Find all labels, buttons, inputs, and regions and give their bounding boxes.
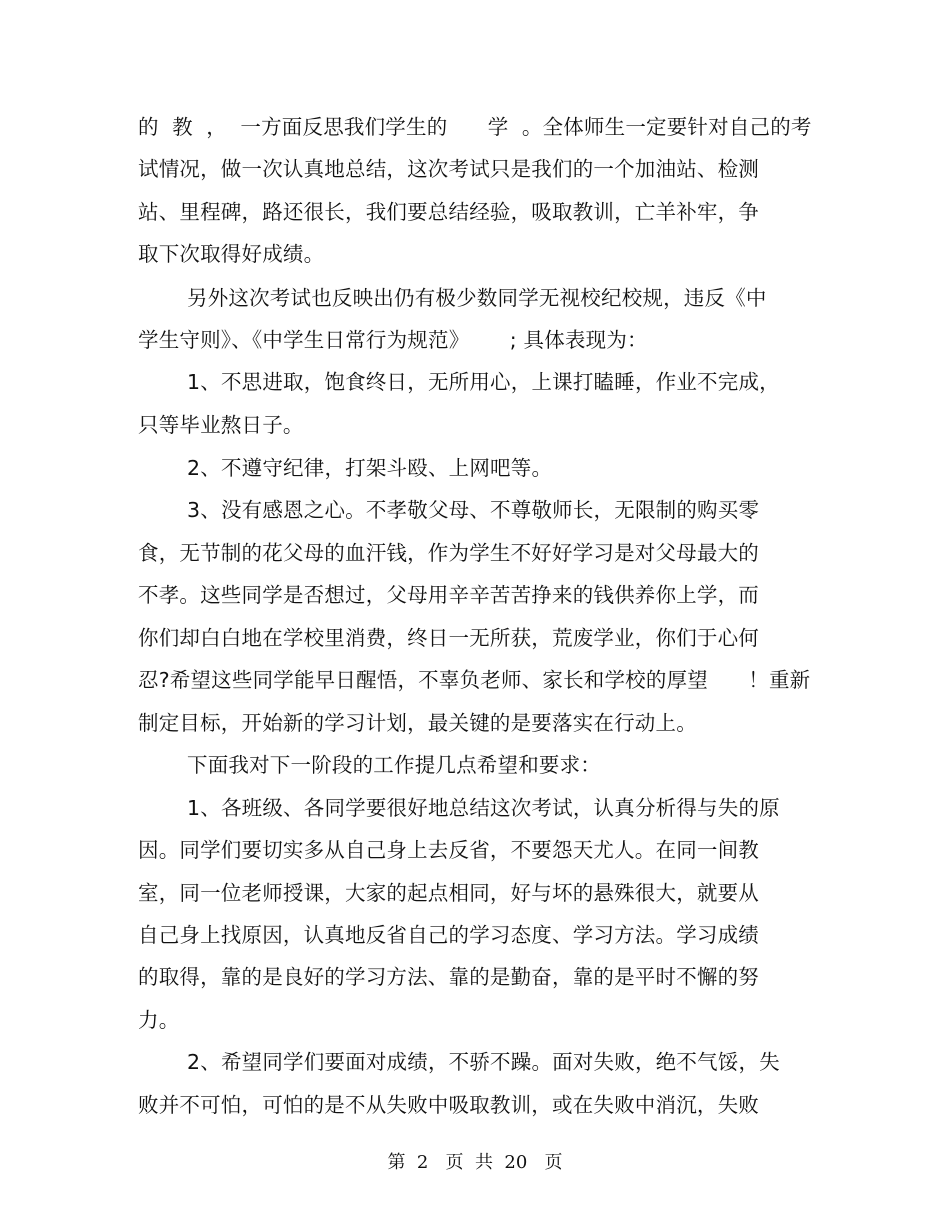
- text-line: 制定目标，开始新的学习计划，最关键的是要落实在行动上。: [138, 711, 697, 735]
- text-line: 学生守则》、《中学生日常行为规范》 ; 具体表现为：: [138, 328, 648, 352]
- list-item-first-line: 1、各班级、各同学要很好地总结这次考试，认真分析得与失的原: [187, 796, 780, 820]
- text-line: 站、里程碑，路还很长，我们要总结经验，吸取教训，亡羊补牢，争: [138, 200, 759, 224]
- text-line: 力。: [138, 1008, 180, 1032]
- text-line: 食，无节制的花父母的血汗钱，作为学生不好好学习是对父母最大的: [138, 541, 759, 565]
- text-line: 取下次取得好成绩。: [138, 242, 325, 266]
- text-line: 败并不可怕，可怕的是不从失败中吸取教训，或在失败中消沉，失败: [138, 1093, 759, 1117]
- text-line: 不孝。这些同学是否想过，父母用辛辛苦苦挣来的钱供养你上学，而: [138, 583, 759, 607]
- text-line: 试情况，做一次认真地总结，这次考试只是我们的一个加油站、检测: [138, 157, 759, 181]
- list-item-first-line: 1、不思进取，饱食终日，无所用心，上课打瞌睡，作业不完成，: [187, 370, 780, 394]
- text-line: 室，同一位老师授课，大家的起点相同，好与坏的悬殊很大，就要从: [138, 881, 759, 905]
- list-item-first-line: 3、没有感恩之心。不孝敬父母、不尊敬师长，无限制的购买零: [187, 498, 760, 522]
- list-item-first-line: 2、希望同学们要面对成绩，不骄不躁。面对失败，绝不气馁，失: [187, 1050, 780, 1074]
- text-line: 的 教 ， 一方面反思我们学生的 学 。全体师生一定要针对自己的考: [138, 115, 812, 139]
- paragraph-first-line: 另外这次考试也反映出仍有极少数同学无视校纪校规，违反《中: [187, 286, 767, 310]
- list-item-first-line: 2、不遵守纪律，打架斗殴、上网吧等。: [187, 456, 553, 480]
- text-line: 的取得，靠的是良好的学习方法、靠的是勤奋，靠的是平时不懈的努: [138, 965, 759, 989]
- text-line: 因。同学们要切实多从自己身上去反省，不要怨天尤人。在同一间教: [138, 838, 759, 862]
- text-line: 自己身上找原因，认真地反省自己的学习态度、学习方法。学习成绩: [138, 923, 759, 947]
- text-line: 忍?希望这些同学能早日醒悟，不辜负老师、家长和学校的厚望 ！重新: [138, 668, 811, 692]
- text-line: 只等毕业熬日子。: [138, 413, 304, 437]
- paragraph-first-line: 下面我对下一阶段的工作提几点希望和要求：: [187, 753, 601, 777]
- text-line: 你们却白白地在学校里消费，终日一无所获，荒废学业，你们于心何: [138, 626, 759, 650]
- page-number-footer: 第 2 页 共 20 页: [387, 1152, 563, 1173]
